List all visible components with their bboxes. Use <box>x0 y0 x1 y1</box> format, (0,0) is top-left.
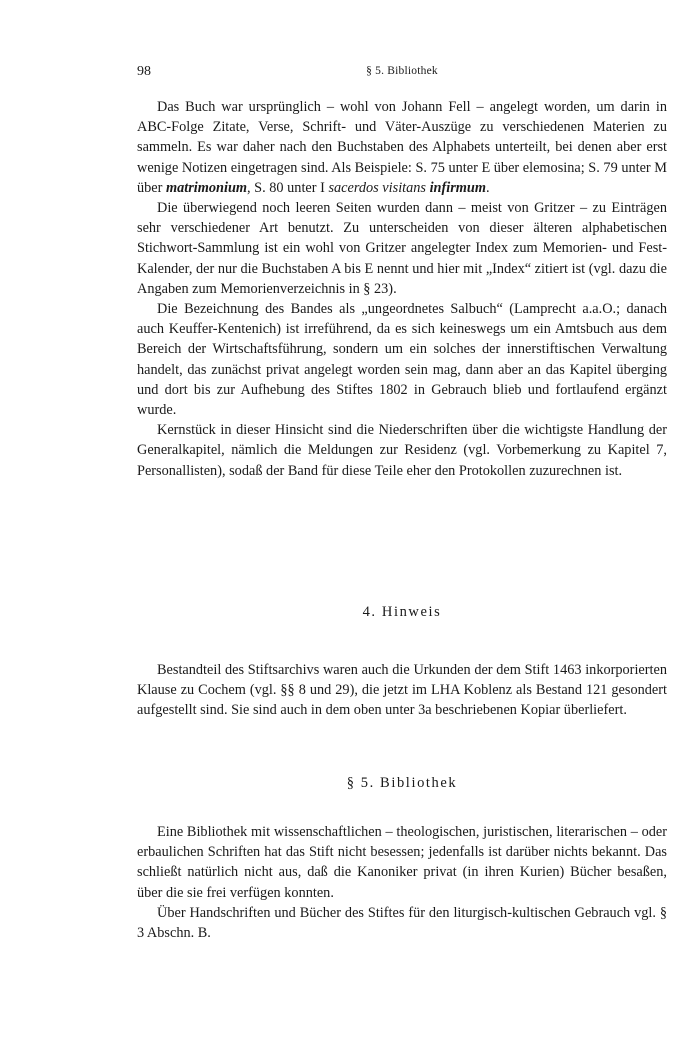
section-text-hinweis <box>137 660 667 721</box>
section-heading-bibliothek: § 5. Bibliothek <box>346 775 458 791</box>
section-text-archive <box>137 97 667 481</box>
running-title: § 5. Bibliothek <box>366 65 438 77</box>
page-number: 98 <box>137 64 151 79</box>
section-text-bibliothek <box>137 822 667 943</box>
paragraph: Über Handschriften und Bücher des Stiftes für den liturgisch-kultischen Gebrauch vgl. § 3 Abschn. B. <box>137 904 667 942</box>
running-head <box>137 64 667 80</box>
paragraph: Bestandteil des Stiftsarchivs waren auch die Urkunden der dem Stift 1463 inkorporierten Klause zu Cochem (vgl. §§ 8 und 29), die jetzt im LHA Koblenz als Bestand 121 gesondert aufgestellt sind. Sie sind auch in dem oben unter 3a beschriebenen Kopiar überliefert. <box>137 662 667 719</box>
paragraph: Kernstück in dieser Hinsicht sind die Niederschriften über die wichtigste Handlung der Generalkapitel, nämlich die Meldungen zur Residenz (vgl. Vorbemerkung zu Kapitel 7, Personallisten), sodaß der Band für diese Teile eher den Protokollen zuzurechnen ist. <box>137 422 667 479</box>
section-heading-hinweis: 4. Hinweis <box>362 604 442 620</box>
paragraph: Eine Bibliothek mit wissenschaftlichen – theologischen, juristischen, literarischen – oder erbaulichen Schriften hat das Stift nicht besessen; jedenfalls ist darüber nichts bekannt. Das schließt natürlich nicht aus, daß die Kanoniker privat (in ihren Kurien) Bücher besaßen, über die sie frei verfügen konnten. <box>137 824 667 901</box>
paragraph: Die überwiegend noch leeren Seiten wurden dann – meist von Gritzer – zu Einträgen sehr verschiedener Art benutzt. Zu unterscheiden von dieser älteren alphabetischen Stichwort-Sammlung ist ein wohl von Gritzer angelegter Index zum Memorien- und Fest-Kalender, der nur die Buchstaben A bis E nennt und hier mit „Index“ zitiert ist (vgl. dazu die Angaben zum Memorienverzeichnis in § 23). <box>137 200 667 297</box>
paragraph: Die Bezeichnung des Bandes als „ungeordnetes Salbuch“ (Lamprecht a.a.O.; danach auch Keuffer-Kentenich) ist irreführend, da es sich keineswegs um ein Amtsbuch aus dem Bereich der Wirtschaftsführung, sondern um ein solches der innerstiftischen Verwaltung handelt, das zunächst privat angelegt worden sein mag, dann aber an das Kapitel überging und dort bis zur Aufhebung des Stiftes 1802 in Gebrauch blieb und fortlaufend ergänzt wurde. <box>137 301 667 419</box>
paragraph: Das Buch war ursprünglich – wohl von Johann Fell – angelegt worden, um darin in ABC-Folge Zitate, Verse, Schrift- und Väter-Auszüge zu verschiedenen Materien zu sammeln. Es war daher nach den Buchstaben des Alphabets unterteilt, bei denen aber erst wenige Notizen eingetragen sind. Als Beispiele: S. 75 unter E über elemosina; S. 79 unter M über matrimonium, S. 80 unter I sacerdos visitans infirmum. <box>137 99 667 196</box>
